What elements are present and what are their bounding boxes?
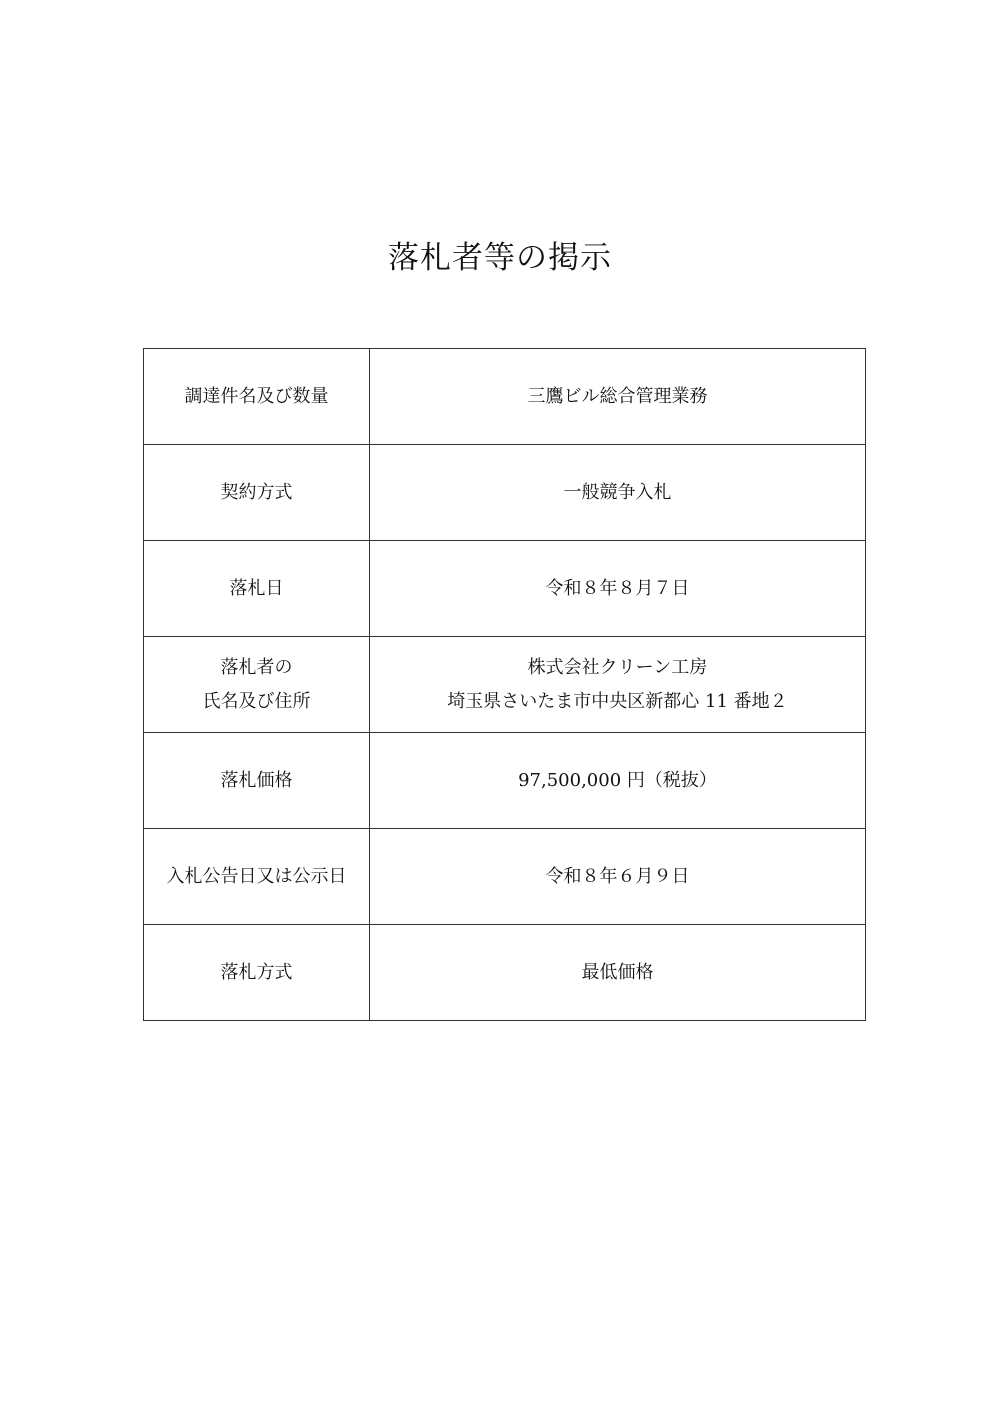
row-value: 97,500,000 円（税抜）: [518, 769, 717, 791]
table-row-contract-method: [144, 445, 866, 541]
row-value: 令和８年６月９日: [545, 865, 690, 887]
table-row-winner: [144, 637, 866, 733]
row-value: 一般競争入札: [563, 481, 672, 503]
table-row-announcement-date: [144, 829, 866, 925]
row-value: 令和８年８月７日: [545, 577, 690, 599]
row-value: 埼玉県さいたま市中央区新都心 11 番地２: [447, 690, 788, 712]
row-label-cell: [144, 925, 370, 1021]
row-value: 三鷹ビル総合管理業務: [527, 385, 708, 407]
row-label: 落札方式: [220, 961, 293, 983]
row-label-cell: [144, 829, 370, 925]
row-value-cell: [370, 541, 866, 637]
row-value-cell: [370, 829, 866, 925]
table-row-award-price: [144, 733, 866, 829]
row-label: 調達件名及び数量: [184, 385, 329, 407]
table-row-award-method: [144, 925, 866, 1021]
row-label: 落札者の: [220, 656, 293, 678]
table-row-procurement-item: [144, 349, 866, 445]
row-value: 最低価格: [581, 961, 654, 983]
award-info-table: [143, 348, 866, 1021]
row-value-cell: [370, 925, 866, 1021]
row-value-cell: [370, 733, 866, 829]
row-label: 入札公告日又は公示日: [166, 865, 347, 887]
row-label-cell: [144, 349, 370, 445]
row-label: 落札日: [229, 577, 284, 599]
page-title: 落札者等の掲示: [388, 240, 612, 276]
row-label-cell: [144, 637, 370, 733]
row-value-cell: [370, 349, 866, 445]
table-row-award-date: [144, 541, 866, 637]
row-label-cell: [144, 445, 370, 541]
row-label-cell: [144, 733, 370, 829]
row-value-cell: [370, 445, 866, 541]
row-label: 落札価格: [220, 769, 293, 791]
row-value-cell: [370, 637, 866, 733]
row-label: 氏名及び住所: [202, 690, 311, 712]
row-label: 契約方式: [220, 481, 293, 503]
row-value: 株式会社クリーン工房: [527, 656, 708, 678]
row-label-cell: [144, 541, 370, 637]
